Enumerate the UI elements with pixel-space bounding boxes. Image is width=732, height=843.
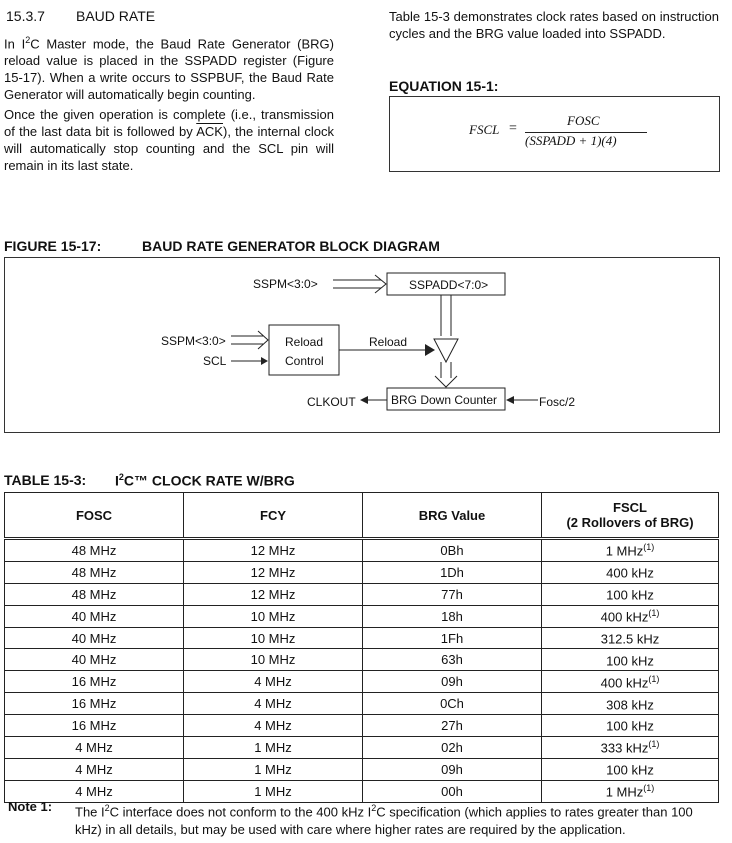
- cell-fosc: 40 MHz: [5, 605, 184, 627]
- header-fscl-text: FSCL: [613, 500, 647, 515]
- cell-fscl-value: 308 kHz: [606, 696, 654, 712]
- table-row: [5, 649, 719, 671]
- cell-fscl-value: 100 kHz: [606, 587, 654, 603]
- cell-brg: 09h: [363, 758, 542, 780]
- baud-rate-paragraph-1: [4, 32, 334, 103]
- table-row: [5, 715, 719, 737]
- header-brg-text: BRG Value: [418, 507, 486, 523]
- cell-fosc: 48 MHz: [5, 539, 184, 562]
- header-fscl-sub: (2 Rollovers of BRG): [566, 515, 694, 530]
- cell-fcy: 4 MHz: [184, 671, 363, 693]
- table-header-row: [5, 493, 719, 539]
- cell-fscl-note: (1): [648, 673, 660, 684]
- para1-text-b: C Master mode, the Baud Rate Generator (BRG) reload value is placed in the SSPADD register (Figure 15-17). When a write occurs to SSPBUF, the Baud Rate Generator will automatically begin counting.: [4, 36, 334, 103]
- note-text-a: The I: [75, 804, 105, 820]
- cell-fscl-value: 100 kHz: [606, 762, 654, 778]
- cell-brg: 02h: [363, 737, 542, 759]
- table-row: [5, 561, 719, 583]
- cell-fscl: [542, 605, 719, 627]
- section-title: BAUD RATE: [76, 8, 156, 24]
- cell-fscl: [542, 561, 719, 583]
- brg-down-counter-label: BRG Down Counter: [391, 393, 498, 407]
- block-diagram-svg: [5, 258, 719, 432]
- cell-fcy: 1 MHz: [184, 780, 363, 802]
- cell-fscl-value: 333 kHz: [600, 740, 649, 756]
- sspm-left-label: SSPM<3:0>: [161, 334, 226, 348]
- note-text-c: C specification (which applies to rates greater than 100 kHz) in all details, but may be used with care where higher rates are required by the application.: [75, 804, 693, 838]
- cell-fosc: 4 MHz: [5, 737, 184, 759]
- equation-numerator: FOSC: [567, 113, 600, 128]
- cell-fscl-value: 312.5 kHz: [600, 631, 660, 647]
- para1-text-a: In I: [4, 36, 26, 52]
- cell-fscl-note: (1): [643, 542, 655, 553]
- sspm-left-bus-arrowhead: [258, 331, 268, 349]
- cell-fscl-value: 1 MHz: [605, 543, 644, 559]
- cell-fscl: [542, 758, 719, 780]
- header-fosc: [5, 493, 184, 539]
- table-row: [5, 671, 719, 693]
- reload-signal-arrowhead: [425, 344, 435, 356]
- table-row: [5, 693, 719, 715]
- sspadd-label: SSPADD<7:0>: [409, 278, 489, 292]
- para1-superscript: 2: [25, 35, 31, 45]
- table-title-b: C™ CLOCK RATE W/BRG: [123, 472, 295, 489]
- equation-denominator: (SSPADD + 1)(4): [525, 133, 617, 148]
- cell-fcy: 12 MHz: [184, 583, 363, 605]
- table-row: [5, 627, 719, 649]
- cell-fscl-note: (1): [643, 783, 655, 794]
- cell-fscl-value: 400 kHz: [606, 565, 654, 581]
- cell-fcy: 10 MHz: [184, 649, 363, 671]
- cell-fcy: 4 MHz: [184, 715, 363, 737]
- clkout-arrowhead: [360, 396, 368, 404]
- cell-fscl-value: 100 kHz: [606, 718, 654, 734]
- cell-brg: 0Ch: [363, 693, 542, 715]
- cell-fscl: [542, 583, 719, 605]
- note-sup-1: 2: [104, 803, 110, 813]
- baud-rate-paragraph-2: [4, 106, 334, 174]
- sspm-top-label: SSPM<3:0>: [253, 277, 318, 291]
- cell-brg: 27h: [363, 715, 542, 737]
- cell-fscl: [542, 671, 719, 693]
- note-text-b: C interface does not conform to the 400 kHz I: [109, 804, 372, 820]
- cell-brg: 63h: [363, 649, 542, 671]
- cell-brg: 1Fh: [363, 627, 542, 649]
- equation-title: EQUATION 15-1:: [389, 78, 499, 94]
- clkout-label: CLKOUT: [307, 395, 356, 409]
- fosc2-label: Fosc/2: [539, 395, 576, 409]
- cell-fcy: 10 MHz: [184, 627, 363, 649]
- header-brg: [363, 493, 542, 539]
- ack-overbar-text: $\overline{ACK}$: [196, 124, 223, 139]
- cell-fscl: [542, 649, 719, 671]
- cell-fosc: 4 MHz: [5, 758, 184, 780]
- cell-fscl-value: 400 kHz: [600, 609, 649, 625]
- equation-lhs: FSCL: [469, 122, 500, 137]
- table-title-a: I: [115, 472, 119, 489]
- equation-equals: =: [509, 121, 517, 136]
- header-fcy-text: FCY: [260, 507, 286, 523]
- table-title-superscript: 2: [118, 472, 124, 482]
- table-body: [5, 539, 719, 803]
- table-reference-paragraph: Table 15-3 demonstrates clock rates based on instruction cycles and the BRG value loaded into SSPADD.: [389, 9, 719, 41]
- cell-fosc: 40 MHz: [5, 649, 184, 671]
- cell-brg: 1Dh: [363, 561, 542, 583]
- figure-title: BAUD RATE GENERATOR BLOCK DIAGRAM: [142, 238, 440, 254]
- section-number: 15.3.7: [6, 8, 45, 24]
- header-fcy: [184, 493, 363, 539]
- cell-fcy: 10 MHz: [184, 605, 363, 627]
- cell-fosc: 40 MHz: [5, 627, 184, 649]
- reload-control-label-1: Reload: [285, 335, 324, 349]
- table-row: [5, 737, 719, 759]
- cell-fscl-value: 400 kHz: [600, 674, 649, 690]
- cell-fosc: 4 MHz: [5, 780, 184, 802]
- para2-text-a: Once the given operation is complete (i.e., transmission of the last data bit is followed by: [4, 107, 334, 139]
- cell-fscl-value: 100 kHz: [606, 653, 654, 669]
- cell-fosc: 48 MHz: [5, 561, 184, 583]
- tristate-buffer-icon: [434, 339, 458, 362]
- cell-fscl: [542, 693, 719, 715]
- cell-fcy: 1 MHz: [184, 758, 363, 780]
- cell-brg: 77h: [363, 583, 542, 605]
- scl-arrowhead: [261, 357, 268, 365]
- block-diagram: [4, 257, 720, 433]
- figure-number: FIGURE 15-17:: [4, 238, 102, 254]
- cell-brg: 09h: [363, 671, 542, 693]
- cell-brg: 00h: [363, 780, 542, 802]
- cell-brg: 0Bh: [363, 539, 542, 562]
- equation-box: [389, 96, 720, 172]
- cell-fscl-note: (1): [648, 607, 660, 618]
- clock-rate-table: [4, 492, 719, 803]
- table-number: TABLE 15-3:: [4, 472, 87, 488]
- sspm-bus-arrowhead: [375, 275, 386, 293]
- reload-control-label-2: Control: [285, 354, 324, 368]
- cell-fosc: 16 MHz: [5, 671, 184, 693]
- note-label: Note 1:: [8, 799, 53, 814]
- cell-fscl-note: (1): [648, 739, 660, 750]
- cell-fcy: 4 MHz: [184, 693, 363, 715]
- note-text: [75, 799, 720, 839]
- cell-fscl: [542, 737, 719, 759]
- buffer-bus-arrowhead: [435, 376, 457, 387]
- cell-fosc: 16 MHz: [5, 693, 184, 715]
- cell-fscl: [542, 627, 719, 649]
- table-row: [5, 605, 719, 627]
- table-row: [5, 758, 719, 780]
- cell-fosc: 16 MHz: [5, 715, 184, 737]
- cell-fcy: 1 MHz: [184, 737, 363, 759]
- header-fosc-text: FOSC: [75, 507, 113, 523]
- cell-fosc: 48 MHz: [5, 583, 184, 605]
- scl-label: SCL: [203, 354, 227, 368]
- cell-fscl: [542, 539, 719, 562]
- cell-brg: 18h: [363, 605, 542, 627]
- reload-arrow-label: Reload: [369, 335, 408, 349]
- cell-fcy: 12 MHz: [184, 561, 363, 583]
- cell-fcy: 12 MHz: [184, 539, 363, 562]
- fosc2-arrowhead: [506, 396, 514, 404]
- note-sup-2: 2: [371, 803, 377, 813]
- table-row: [5, 583, 719, 605]
- cell-fscl-value: 1 MHz: [605, 784, 644, 800]
- cell-fscl: [542, 715, 719, 737]
- para2-text-b: ), the internal clock will automatically stop counting and the SCL pin will remain in its last state.: [4, 124, 334, 173]
- table-title: [115, 472, 295, 489]
- table-row: [5, 539, 719, 562]
- header-fscl: [542, 493, 719, 539]
